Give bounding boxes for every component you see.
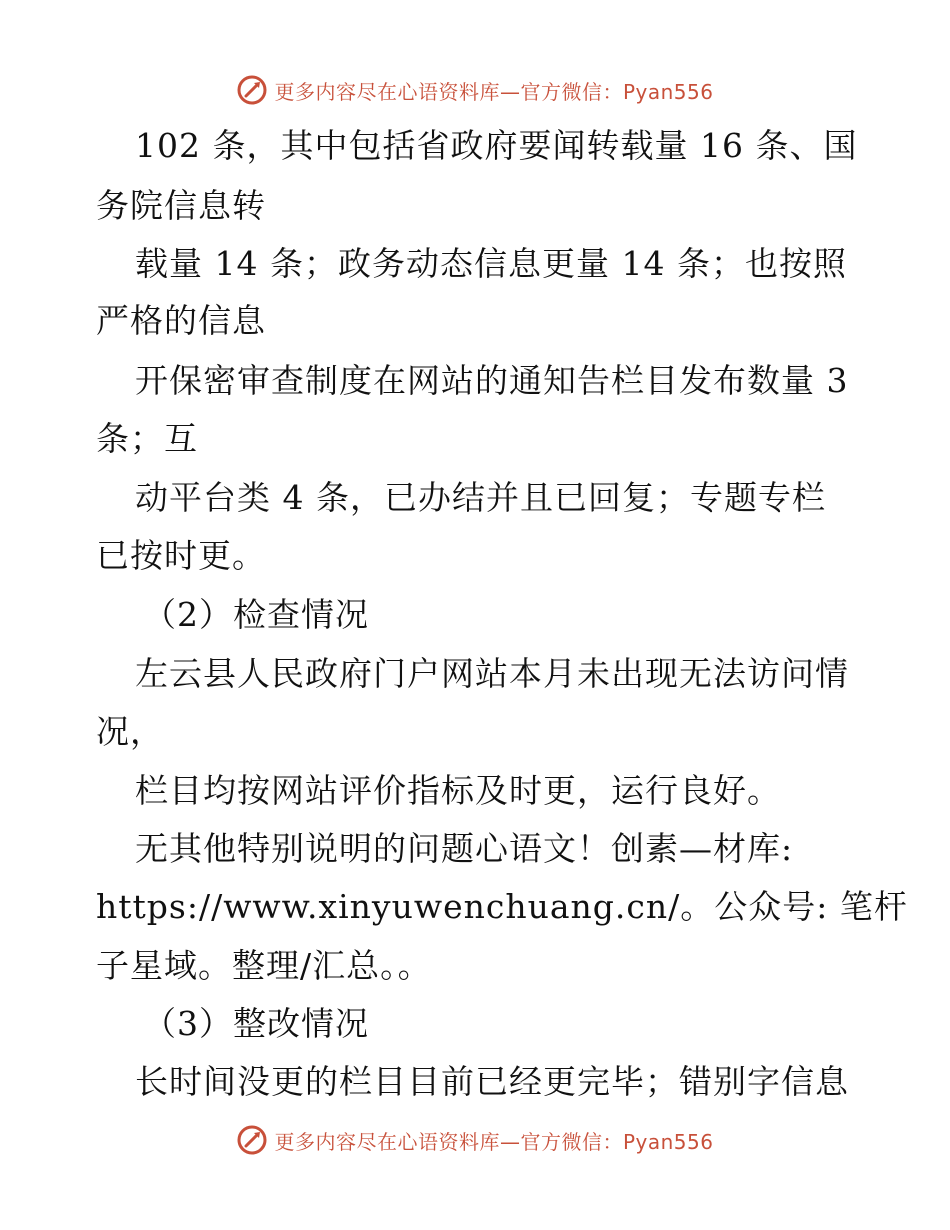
body-line: 开保密审查制度在网站的通知告栏目发布数量 3 xyxy=(135,361,849,400)
brand-logo-icon xyxy=(236,1124,268,1156)
body-line: 动平台类 4 条，已办结并且已回复；专题专栏 xyxy=(135,478,826,517)
body-line: https://www.xinyuwenchuang.cn/。公众号: 笔杆 xyxy=(96,887,908,926)
body-line: 况， xyxy=(96,712,164,751)
body-line: 左云县人民政府门户网站本月未出现无法访问情 xyxy=(135,654,849,693)
body-line: 条；互 xyxy=(96,419,198,458)
body-line: 载量 14 条；政务动态信息更量 14 条；也按照 xyxy=(135,244,847,283)
body-line: 子星域。整理/汇总。。 xyxy=(96,946,432,985)
header-banner xyxy=(0,70,950,110)
body-line: 栏目均按网站评价指标及时更，运行良好。 xyxy=(135,771,781,810)
body-line: 务院信息转 xyxy=(96,186,266,225)
footer-banner-text: 更多内容尽在心语资料库—官方微信：Pyan556 xyxy=(274,1129,714,1154)
body-line: 严格的信息 xyxy=(96,301,266,340)
footer-banner xyxy=(0,1120,950,1160)
body-line: 无其他特别说明的问题心语文！创素—材库: xyxy=(135,829,794,868)
body-line: 长时间没更的栏目目前已经更完毕；错别字信息 xyxy=(135,1062,849,1101)
brand-logo-icon xyxy=(236,74,268,106)
header-banner-text: 更多内容尽在心语资料库—官方微信：Pyan556 xyxy=(274,79,714,104)
body-line: 102 条，其中包括省政府要闻转载量 16 条、国 xyxy=(135,126,858,165)
section-heading: （2）检查情况 xyxy=(143,595,369,634)
body-line: 已按时更。 xyxy=(96,536,266,575)
section-heading: （3）整改情况 xyxy=(143,1004,369,1043)
